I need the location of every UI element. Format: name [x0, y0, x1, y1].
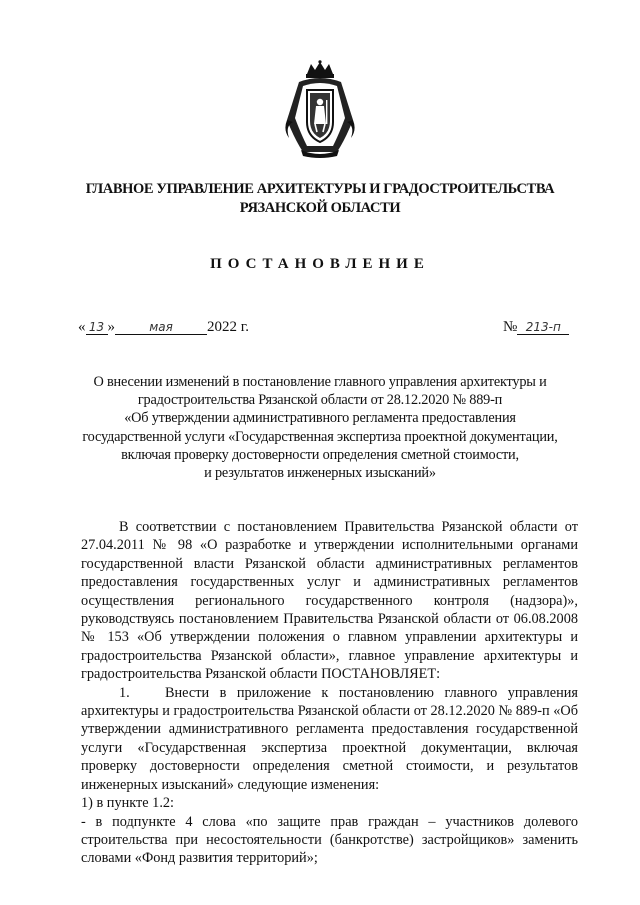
item-1-paragraph	[81, 684, 578, 794]
document-type-heading: ПОСТАНОВЛЕНИЕ	[210, 256, 430, 272]
organization-title-line: ГЛАВНОЕ УПРАВЛЕНИЕ АРХИТЕКТУРЫ И ГРАДОСТРОИТЕЛЬСТВА	[85, 181, 555, 197]
item-1-number: 1.	[119, 684, 130, 701]
preamble-paragraph: В соответствии с постановлением Правительства Рязанской области от 27.04.2011 № 98 «О разработке и утверждении исполнительными органами государственной власти Рязанской области административных регламентов предоставления государственных услуг и административных регламентов осуществления регионального государственного контроля (надзора)», руководствуясь постановлением Правительства Рязанской области от 06.08.2008 № 153 «Об утверждении положения о главном управлении архитектуры и градостроительства Рязанской области», главное управление архитектуры и градостроительства Рязанской области ПОСТАНОВЛЯЕТ:	[81, 519, 578, 683]
subject-line: и результатов инженерных изысканий»	[204, 465, 436, 482]
date-month-handwritten: мая	[115, 320, 207, 335]
subject-line: включая проверку достоверности определения сметной стоимости,	[121, 446, 519, 463]
ryazan-coat-of-arms-icon	[279, 60, 361, 160]
organization-title	[60, 180, 580, 218]
document-number	[503, 319, 569, 336]
subject-line: градостроительства Рязанской области от 28.12.2020 № 889-п	[137, 392, 503, 409]
document-subject	[60, 373, 580, 482]
date-open-quote: «	[78, 319, 86, 335]
subject-line: «Об утверждении административного регламента предоставления	[124, 410, 516, 427]
subitem-1: 1) в пункте 1.2:	[81, 795, 175, 812]
subject-line: государственной услуги «Государственная экспертиза проектной документации,	[82, 428, 558, 445]
subject-line: О внесении изменений в постановление главного управления архитектуры и	[93, 374, 547, 390]
date-day-handwritten: 13	[86, 320, 108, 335]
item-1-text: Внести в приложение к постановлению главного управления архитектуры и градостроительства Рязанской области от 28.12.2020 № 889-п «Об утверждении административного регламента предоставления государственной услуги «Государственная экспертиза проектной документации, включая проверку достоверности определения сметной стоимости, и результатов инженерных изысканий» следующие изменения:	[81, 684, 578, 793]
date-close-quote: »	[107, 319, 115, 335]
number-prefix: №	[503, 319, 518, 335]
number-value-handwritten: 213-п	[517, 320, 569, 335]
subitem-1-dash: - в подпункте 4 слова «по защите прав граждан – участников долевого строительства при несостоятельности (банкротстве) застройщиков» заменить словами «Фонд развития территорий»;	[81, 813, 578, 867]
document-date	[78, 319, 249, 336]
organization-title-line: РЯЗАНСКОЙ ОБЛАСТИ	[239, 200, 401, 216]
date-year: 2022 г.	[207, 319, 249, 335]
document-body	[81, 518, 578, 868]
